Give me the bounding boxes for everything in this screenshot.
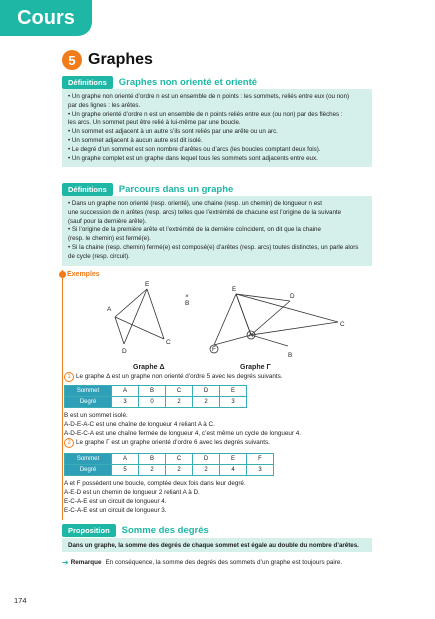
example-2-notes bbox=[64, 479, 246, 516]
table-cell: 2 bbox=[193, 465, 220, 476]
definitions-header-1 bbox=[62, 76, 257, 89]
proposition-pill: Proposition bbox=[62, 524, 116, 537]
proposition-heading: Somme des degrés bbox=[121, 525, 209, 536]
proposition-header bbox=[62, 524, 209, 537]
graph-gamma bbox=[200, 282, 350, 378]
arc bbox=[214, 335, 251, 345]
vertex-label: C bbox=[166, 339, 171, 346]
table-cell: 3 bbox=[112, 397, 139, 408]
example-note: A-E-D est un chemin de longueur 2 reliant A à D. bbox=[64, 489, 200, 497]
table-header-cell: Sommet bbox=[65, 386, 112, 397]
vertex-label: E bbox=[232, 286, 237, 293]
table-cell: C bbox=[166, 454, 193, 465]
def-line: • Un graphe orienté d’ordre n est un ensemble de n points reliés entre eux (ou non) par des flèches : bbox=[68, 110, 343, 118]
example-2-intro bbox=[64, 438, 301, 448]
example-note: E-C-A-E est un circuit de longueur 3. bbox=[64, 507, 167, 515]
arc bbox=[236, 294, 251, 335]
vertex-label: D bbox=[290, 293, 295, 300]
def-line: • Si l’origine de la première arête et l’extrémité de la dernière coïncident, on dit que la chaine bbox=[68, 226, 321, 234]
table-cell: D bbox=[193, 454, 220, 465]
arc bbox=[236, 294, 290, 301]
table-cell: C bbox=[166, 386, 193, 397]
def-line: les arcs. Un sommet peut être relié à lui-même par une boucle. bbox=[68, 119, 241, 127]
def-line: • Dans un graphe non orienté (resp. orienté), une chaine (resp. un chemin) de longueur n est bbox=[68, 200, 322, 207]
table-cell: F bbox=[247, 454, 274, 465]
edge bbox=[147, 289, 164, 339]
example-note: A et F possèdent une boucle, comptée deux fois dans leur degré. bbox=[64, 480, 246, 487]
graph-caption: Graphe Γ bbox=[240, 364, 271, 371]
example-note: B est un sommet isolé. bbox=[64, 412, 128, 419]
degree-table-1 bbox=[64, 385, 247, 408]
table-cell: 4 bbox=[220, 465, 247, 476]
table-cell: E bbox=[220, 386, 247, 397]
table-cell: D bbox=[193, 386, 220, 397]
vertex-label: F bbox=[212, 346, 216, 353]
def-line: (resp. le chemin) est fermé(e). bbox=[68, 235, 151, 243]
def-line: de cycle (resp. circuit). bbox=[68, 252, 130, 260]
chapter-tab: Cours bbox=[0, 0, 92, 36]
def-line: • Un graphe complet est un graphe dans lequel tous les sommets sont adjacents entre eux. bbox=[68, 154, 318, 162]
def-line: une succession de n arêtes (resp. arcs) telles que l’extrémité de chacune est l’origine de la suivante bbox=[68, 208, 342, 216]
example-1-notes bbox=[64, 411, 301, 448]
example-note: A-D-E-C-A est une chaîne fermée de longueur 4, c’est même un cycle de longueur 4. bbox=[64, 430, 301, 438]
table-row bbox=[65, 397, 247, 408]
table-cell: B bbox=[139, 386, 166, 397]
example-number: 2 bbox=[64, 438, 74, 448]
table-cell: B bbox=[139, 454, 166, 465]
example-note: E-C-A-E est un circuit de longueur 4. bbox=[64, 498, 167, 506]
def-line: • Un graphe non orienté d’ordre n est un ensemble de n points : les sommets, reliés entre eux (ou non) bbox=[68, 93, 350, 100]
table-cell: 2 bbox=[166, 465, 193, 476]
def-line: • Le degré d’un sommet est son nombre d’arêtes ou d’arcs (les boucles comptant deux fois). bbox=[68, 145, 321, 153]
graph-caption: Graphe Δ bbox=[133, 364, 165, 371]
table-cell: E bbox=[220, 454, 247, 465]
arc bbox=[214, 294, 236, 345]
examples-rule bbox=[62, 270, 63, 520]
example-number: 1 bbox=[64, 372, 74, 382]
table-header-cell: Degré bbox=[65, 397, 112, 408]
definitions-pill: Définitions bbox=[62, 183, 113, 196]
arc bbox=[251, 335, 288, 346]
table-cell: 2 bbox=[193, 397, 220, 408]
examples-bullet-icon bbox=[59, 271, 66, 278]
vertex-label: D bbox=[122, 348, 127, 355]
table-cell: A bbox=[112, 454, 139, 465]
table-row bbox=[65, 454, 274, 465]
remark bbox=[62, 558, 342, 567]
definitions-header-2 bbox=[62, 183, 233, 196]
def-line: • Si la chaine (resp. chemin) fermé(e) est composé(e) d’arêtes (resp. arcs) toutes distinctes, un parle alors bbox=[68, 243, 359, 251]
table-row bbox=[65, 386, 247, 397]
def-line: (sauf pour la dernière arête). bbox=[68, 217, 147, 225]
graph-delta bbox=[95, 280, 205, 378]
table-cell: A bbox=[112, 386, 139, 397]
definitions-heading: Parcours dans un graphe bbox=[118, 184, 234, 195]
remark-label: Remarque bbox=[70, 559, 102, 566]
section-number: 5 bbox=[62, 50, 82, 70]
table-header-cell: Degré bbox=[65, 465, 112, 476]
vertex-label: A bbox=[107, 306, 112, 313]
table-cell: 2 bbox=[166, 397, 193, 408]
edge bbox=[124, 289, 147, 344]
vertex-label: B bbox=[288, 352, 293, 359]
vertex-label: A bbox=[248, 332, 253, 339]
table-cell: 3 bbox=[247, 465, 274, 476]
example-1-intro bbox=[64, 372, 283, 382]
table-cell: 3 bbox=[220, 397, 247, 408]
example-text: Le graphe Γ est un graphe orienté d’ordre 6 avec les degrés suivants. bbox=[76, 439, 270, 447]
definitions-pill: Définitions bbox=[62, 76, 113, 89]
edge bbox=[115, 317, 124, 344]
proposition-box bbox=[62, 538, 372, 552]
vertex-label: E bbox=[145, 281, 150, 288]
edge bbox=[115, 317, 164, 339]
arc bbox=[236, 294, 338, 322]
table-cell: 5 bbox=[112, 465, 139, 476]
edge bbox=[115, 289, 147, 317]
table-cell: 0 bbox=[139, 397, 166, 408]
section-heading: Graphes bbox=[88, 51, 153, 68]
table-cell: 2 bbox=[139, 465, 166, 476]
vertex-label: B bbox=[185, 300, 190, 307]
degree-table-2 bbox=[64, 453, 274, 476]
arrow-right-icon: ➔ bbox=[62, 558, 69, 567]
table-row bbox=[65, 465, 274, 476]
remark-text: En conséquence, la somme des degrés des sommets d’un graphe est toujours paire. bbox=[105, 559, 343, 566]
definitions-box-1 bbox=[62, 89, 372, 167]
vertex-label: C bbox=[340, 321, 345, 328]
def-line: • Un sommet est adjacent à un autre s’ils sont reliés par une arête ou un arc. bbox=[68, 128, 278, 136]
definitions-box-2 bbox=[62, 196, 372, 266]
proposition-text: Dans un graphe, la somme des degrés de chaque sommet est égale au double du nombre d’arêtes. bbox=[68, 542, 359, 549]
page-number: 174 bbox=[14, 596, 27, 605]
table-header-cell: Sommet bbox=[65, 454, 112, 465]
section-title bbox=[62, 50, 153, 70]
def-line: par des lignes : les arêtes. bbox=[68, 101, 141, 109]
def-line: • Un sommet adjacent à aucun autre est dit isolé. bbox=[68, 136, 203, 144]
definitions-heading: Graphes non orienté et orienté bbox=[118, 77, 258, 88]
vertex-mark: × bbox=[185, 293, 189, 300]
example-note: A-D-E-A-C est une chaîne de longueur 4 reliant A à C. bbox=[64, 421, 215, 429]
examples-label: Exemples bbox=[67, 271, 100, 278]
example-text: Le graphe Δ est un graphe non orienté d’ordre 5 avec les degrés suivants. bbox=[76, 373, 283, 380]
